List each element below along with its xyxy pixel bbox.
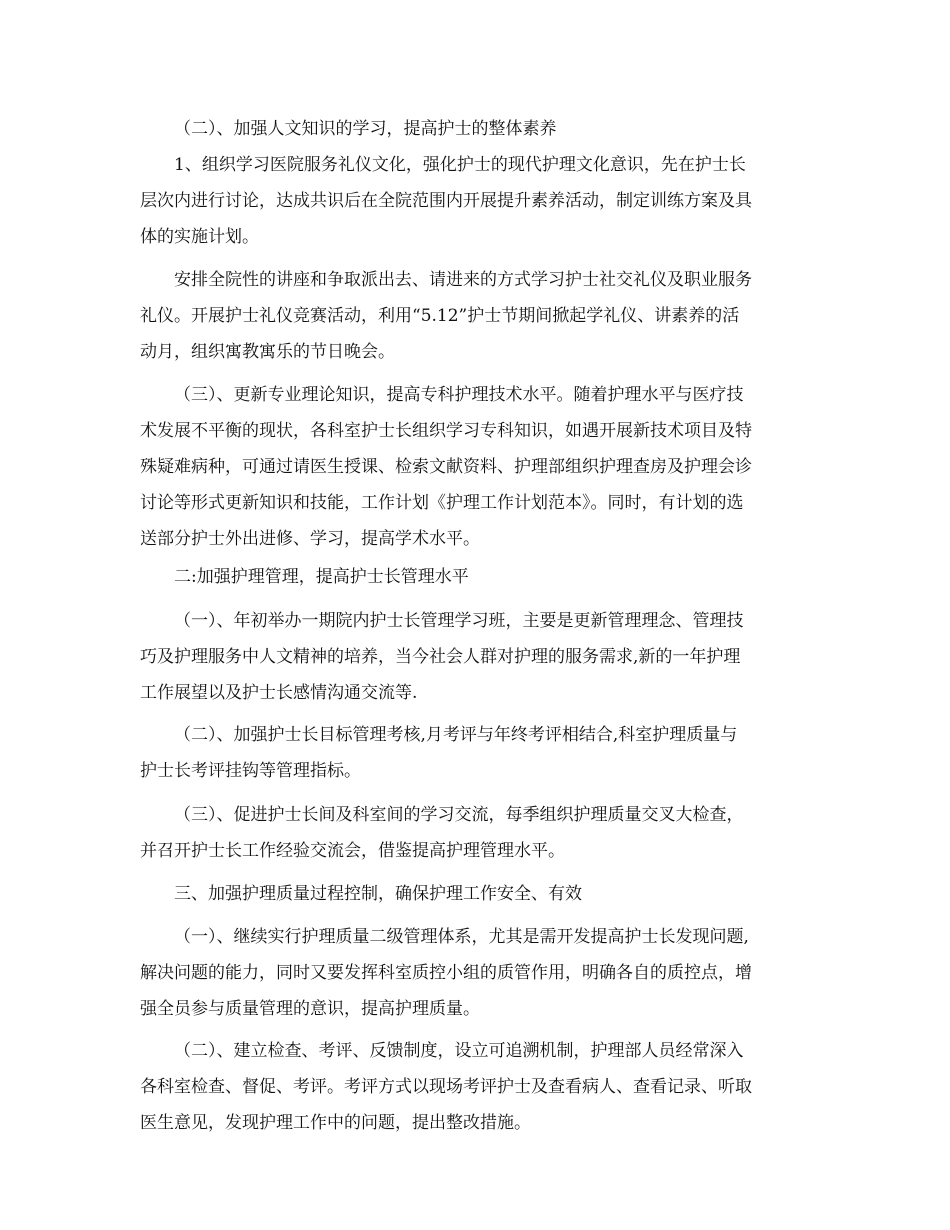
paragraph-line: 医生意见，发现护理工作中的问题，提出整改措施。 bbox=[140, 1113, 531, 1133]
section-heading-quality: 三、加强护理质量过程控制，确保护理工作安全、有效 bbox=[174, 884, 582, 904]
paragraph-line: 礼仪。开展护士礼仪竞赛活动，利用“5.12”护士节期间掀起学礼仪、讲素养的活 bbox=[140, 306, 740, 326]
paragraph-line: 强全员参与质量管理的意识，提高护理质量。 bbox=[140, 999, 480, 1019]
paragraph-line: 安排全院性的讲座和争取派出去、请进来的方式学习护士社交礼仪及职业服务 bbox=[174, 270, 752, 290]
paragraph-line: （二）、加强护士长目标管理考核,月考评与年终考评相结合,科室护理质量与 bbox=[174, 725, 738, 745]
paragraph-line: 工作展望以及护士长感情沟通交流等. bbox=[140, 683, 418, 703]
paragraph-line: 巧及护理服务中人文精神的培养，当今社会人群对护理的服务需求,新的一年护理 bbox=[140, 647, 741, 667]
paragraph-line: 解决问题的能力，同时又要发挥科室质控小组的质管作用，明确各自的质控点，增 bbox=[140, 963, 752, 983]
paragraph-line: 层次内进行讨论，达成共识后在全院范围内开展提升素养活动，制定训练方案及具 bbox=[140, 191, 752, 211]
paragraph-line: 护士长考评挂钩等管理指标。 bbox=[140, 761, 361, 781]
paragraph-line: 术发展不平衡的现状，各科室护士长组织学习专科知识，如遇开展新技术项目及特 bbox=[140, 421, 752, 441]
paragraph-line: 讨论等形式更新知识和技能，工作计划《护理工作计划范本》。同时，有计划的选 bbox=[140, 493, 744, 513]
paragraph-line: （三）、促进护士长间及科室间的学习交流，每季组织护理质量交叉大检查， bbox=[174, 805, 744, 825]
paragraph-line: 殊疑难病种，可通过请医生授课、检索文献资料、护理部组织护理查房及护理会诊 bbox=[140, 457, 752, 477]
paragraph-line: （一）、继续实行护理质量二级管理体系，尤其是需开发提高护士长发现问题, bbox=[174, 927, 749, 947]
paragraph-line: 体的实施计划。 bbox=[140, 227, 259, 247]
paragraph-line: 1、组织学习医院服务礼仪文化，强化护士的现代护理文化意识，先在护士长 bbox=[174, 155, 746, 175]
section-heading-management: 二:加强护理管理，提高护士长管理水平 bbox=[174, 567, 469, 587]
paragraph-line: （三）、更新专业理论知识，提高专科护理技术水平。随着护理水平与医疗技 bbox=[174, 385, 744, 405]
paragraph-line: 各科室检查、督促、考评。考评方式以现场考评护士及查看病人、查看记录、听取 bbox=[140, 1077, 752, 1097]
paragraph-line: （一）、年初举办一期院内护士长管理学习班，主要是更新管理理念、管理技 bbox=[174, 611, 744, 631]
paragraph-line: 送部分护士外出进修、学习，提高学术水平。 bbox=[140, 529, 480, 549]
paragraph-line: （二）、建立检查、考评、反馈制度，设立可追溯机制，护理部人员经常深入 bbox=[174, 1041, 744, 1061]
paragraph-line: 动月，组织寓教寓乐的节日晚会。 bbox=[140, 342, 395, 362]
section-heading-humanities: （二）、加强人文知识的学习，提高护士的整体素养 bbox=[174, 119, 557, 139]
paragraph-line: 并召开护士长工作经验交流会，借鉴提高护理管理水平。 bbox=[140, 841, 565, 861]
